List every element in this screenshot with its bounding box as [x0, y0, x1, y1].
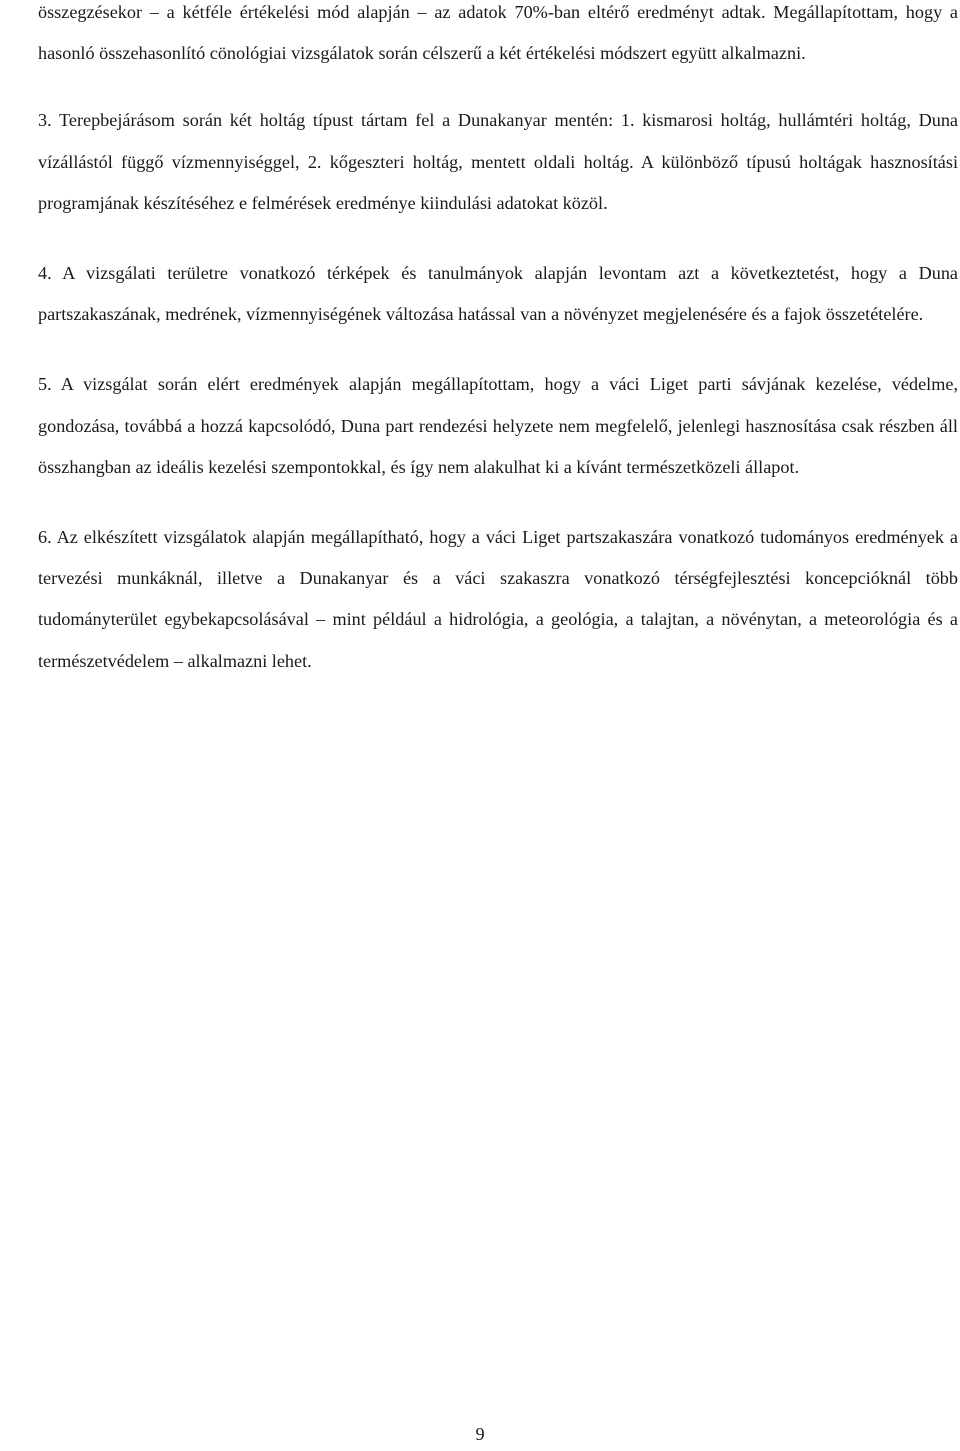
paragraph-text: Terepbejárásom során két holtág típust tártam fel a Dunakanyar mentén: 1. kismarosi holtág, hullámtéri holtág, Duna vízállástól függő vízmennyiséggel, 2. kőgeszteri holtág, mentett oldali holtág. A különböző típusú holtágak hasznosítási programjának készítéséhez e felmérések eredménye kiindulási adatokat közöl. [38, 110, 958, 213]
paragraph-text: A vizsgálati területre vonatkozó térképek és tanulmányok alapján levontam azt a következtetést, hogy a Duna partszakaszának, medrének, vízmennyiségének változása hatással van a növényzet megjelenésére és a fajok összetételére. [38, 263, 959, 325]
paragraph-number: 3. [38, 110, 52, 131]
page-number: 9 [475, 1424, 485, 1444]
paragraph-text: A vizsgálat során elért eredmények alapján megállapítottam, hogy a váci Liget parti sávjának kezelése, védelme, gondozása, továbbá a hozzá kapcsolódó, Duna part rendezési helyzete nem megfelelő, jelenlegi hasznosítása csak részben áll összhangban az ideális kezelési szempontokkal, és így nem alakulhat ki a kívánt természetközeli állapot. [38, 374, 958, 477]
paragraph-4 [38, 253, 958, 335]
paragraph-text: Az elkészített vizsgálatok alapján megállapítható, hogy a váci Liget partszakaszára vonatkozó tudományos eredmények a tervezési munkáknál, illetve a Dunakanyar és a váci szakaszra vonatkozó térségfejlesztési koncepcióknál több tudományterület egybekapcsolásával – mint például a hidrológia, a geológia, a talajtan, a növénytan, a meteorológia és a természetvédelem – alkalmazni lehet. [38, 527, 958, 671]
paragraph-number: 5. [38, 374, 52, 395]
paragraph-text: összegzésekor – a kétféle értékelési mód alapján – az adatok 70%-ban eltérő eredményt adtak. Megállapítottam, hogy a hasonló összehasonlító cönológiai vizsgálatok során célszerű a két értékelési módszert együtt alkalmazni. [38, 2, 958, 64]
paragraph-5 [38, 364, 958, 488]
paragraph-number: 6. [38, 527, 52, 548]
paragraph-6 [38, 517, 958, 682]
paragraph-continuation [38, 0, 958, 74]
paragraph-number: 4. [38, 263, 52, 284]
paragraph-3 [38, 100, 958, 224]
document-page [38, 0, 958, 682]
